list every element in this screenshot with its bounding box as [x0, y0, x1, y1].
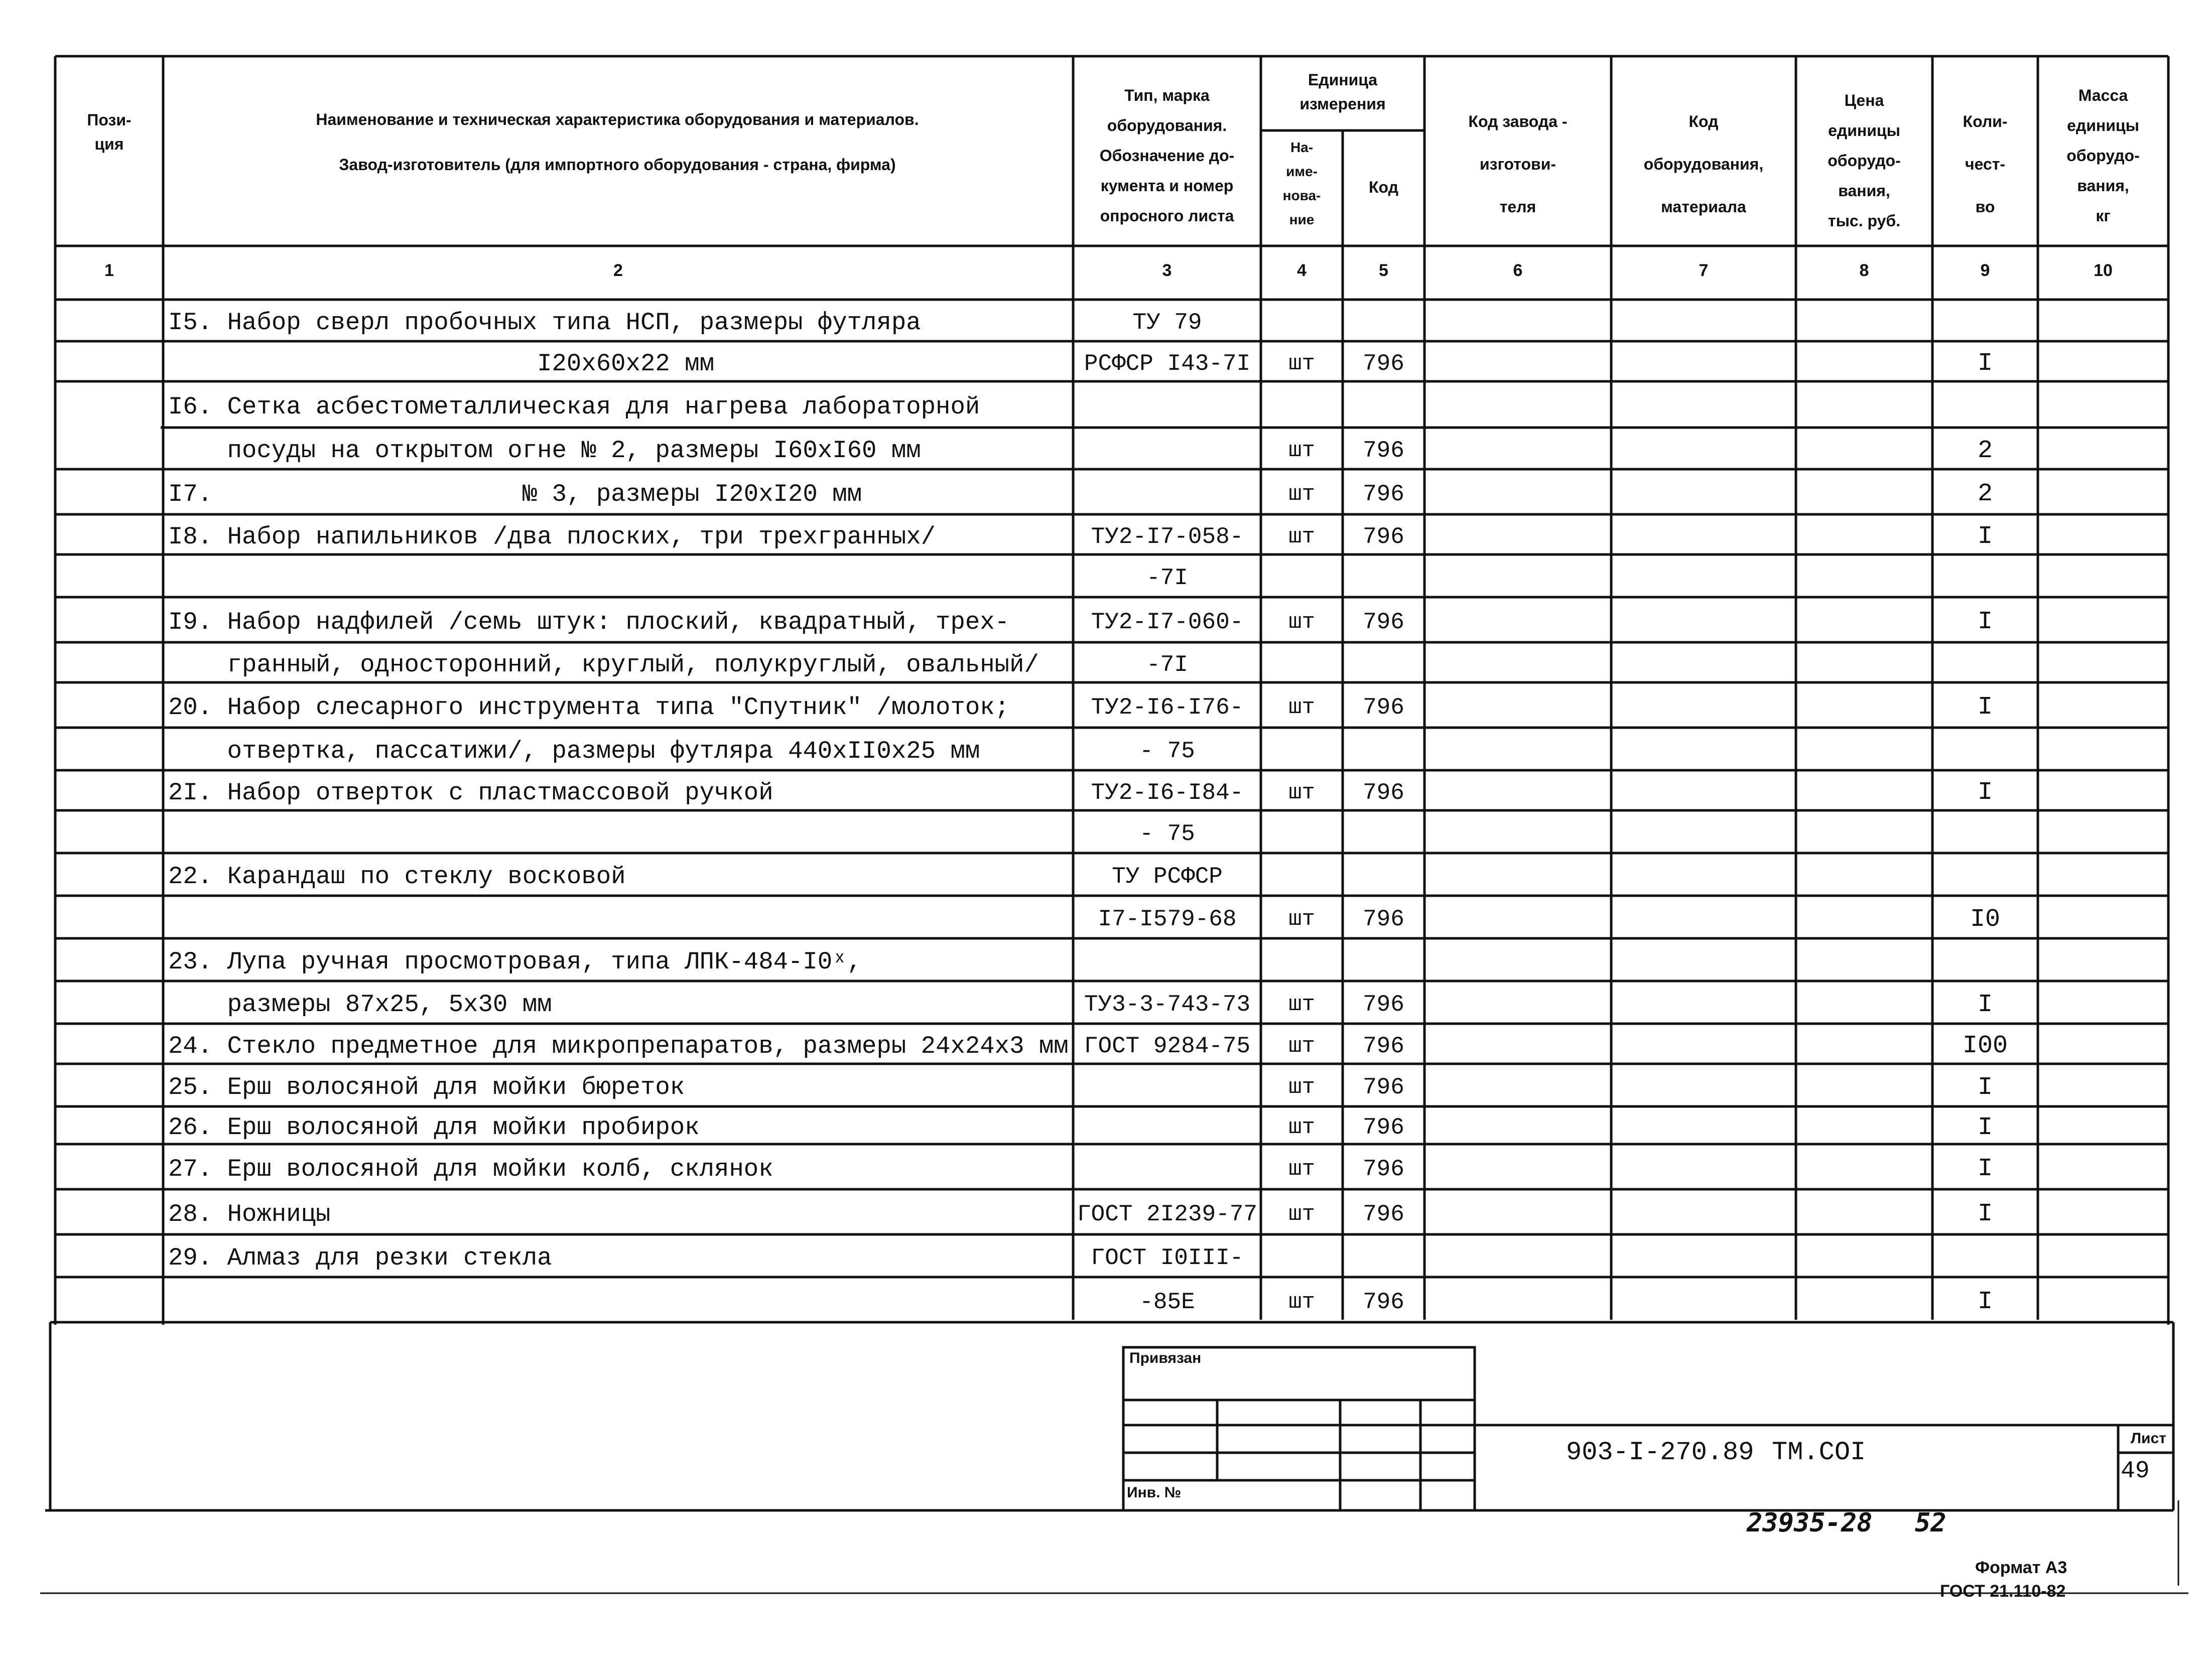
header-name-line2: Завод-изготовитель (для импортного оборудования - страна, фирма) — [339, 156, 896, 174]
cell-unit: шт — [1288, 1034, 1315, 1059]
cell-unit-code: 796 — [1363, 438, 1404, 464]
cell-type: ТУ 79 — [1132, 310, 1202, 336]
cell-quantity: I — [1977, 693, 1993, 722]
cell-type: ТУ3-3-743-73 — [1084, 992, 1251, 1018]
cell-unit-code: 796 — [1363, 780, 1404, 806]
col-number: 4 — [1297, 261, 1307, 280]
cell-quantity: I — [1977, 778, 1993, 807]
header-unit-group: Единица измерения — [1300, 71, 1386, 113]
cell-type: ТУ РСФСР — [1112, 864, 1223, 890]
cell-unit-code: 796 — [1363, 609, 1404, 635]
cell-quantity: I — [1977, 1113, 1993, 1142]
cell-unit-code: 796 — [1363, 481, 1404, 507]
cell-quantity: I — [1977, 1288, 1993, 1316]
cell-quantity: 2 — [1977, 480, 1993, 508]
cell-name: размеры 87х25, 5х30 мм — [168, 991, 552, 1019]
cell-quantity: I — [1977, 1200, 1993, 1228]
cell-unit: шт — [1288, 482, 1315, 507]
header-quantity: Коли- чест- во — [1963, 112, 2008, 216]
cell-unit: шт — [1288, 695, 1315, 720]
cell-unit-code: 796 — [1363, 1201, 1404, 1227]
cell-quantity: I — [1977, 349, 1993, 378]
cell-quantity: I — [1977, 1155, 1993, 1183]
cell-name: I20х60х22 мм — [168, 350, 714, 378]
cell-name: I7. № 3, размеры I20хI20 мм — [168, 480, 862, 508]
cell-unit: шт — [1288, 992, 1315, 1017]
header-unit-code: Код — [1369, 178, 1398, 196]
cell-unit: шт — [1288, 1157, 1315, 1182]
cell-quantity: I00 — [1962, 1032, 2008, 1060]
cell-unit-code: 796 — [1363, 1289, 1404, 1315]
cell-unit-code: 796 — [1363, 1074, 1404, 1100]
cell-unit-code: 796 — [1363, 694, 1404, 721]
col-number: 10 — [2094, 261, 2113, 280]
cell-quantity: I0 — [1970, 905, 2000, 934]
cell-type: -7I — [1146, 565, 1188, 591]
cell-name: I5. Набор сверл пробочных типа НСП, размеры футляра — [168, 309, 921, 337]
cell-name: 25. Ерш волосяной для мойки бюреток — [168, 1073, 685, 1101]
cell-type: РСФСР I43-7I — [1084, 351, 1251, 377]
cell-name: 20. Набор слесарного инструмента типа "Спутник" /молоток; — [168, 693, 1010, 722]
cell-name: I8. Набор напильников /два плоских, три трехгранных/ — [168, 523, 936, 551]
cell-name: I9. Набор надфилей /семь штук: плоский, квадратный, трех- — [168, 608, 1010, 636]
cell-quantity: 2 — [1977, 437, 1993, 465]
cell-name: 29. Алмаз для резки стекла — [168, 1244, 552, 1272]
cell-name: 27. Ерш волосяной для мойки колб, склянок — [168, 1155, 773, 1183]
header-mass: Масса единицы оборудо- вания, кг — [2066, 86, 2140, 225]
cell-quantity: I — [1977, 608, 1993, 636]
cell-type: ТУ2-I6-I84- — [1091, 780, 1244, 806]
stamp-privyazan: Привязан — [1129, 1350, 1202, 1366]
cell-name: посуды на открытом огне № 2, размеры I60хI60 мм — [168, 437, 921, 465]
cell-name: 26. Ерш волосяной для мойки пробирок — [168, 1113, 700, 1142]
cell-quantity: I — [1977, 991, 1993, 1019]
col-number: 3 — [1162, 261, 1172, 280]
col-number: 7 — [1699, 261, 1709, 280]
cell-type: I7-I579-68 — [1098, 906, 1237, 932]
cell-quantity: I — [1977, 1073, 1993, 1102]
doc-mark: ТМ.СОI — [1772, 1438, 1866, 1467]
cell-name: 23. Лупа ручная просмотровая, типа ЛПК-484-I0ˣ, — [168, 948, 862, 976]
col-number: 2 — [613, 261, 623, 280]
cell-type: ТУ2-I7-058- — [1091, 524, 1244, 550]
header-position: Пози- ция — [87, 111, 132, 153]
cell-unit: шт — [1288, 438, 1315, 463]
header-name-line1: Наименование и техническая характеристика оборудования и материалов. — [316, 110, 919, 128]
cell-type: ГОСТ 9284-75 — [1084, 1033, 1251, 1059]
format-label: Формат А3 — [1975, 1558, 2067, 1577]
cell-type: ГОСТ I0III- — [1091, 1245, 1244, 1271]
cell-name: 22. Карандаш по стеклу восковой — [168, 863, 626, 891]
cell-unit-code: 796 — [1363, 1156, 1404, 1182]
col-number: 8 — [1859, 261, 1869, 280]
col-number: 9 — [1980, 261, 1990, 280]
sheet-number: 49 — [2121, 1458, 2150, 1485]
col-number: 1 — [104, 261, 114, 280]
cell-name: 28. Ножницы — [168, 1200, 331, 1228]
cell-quantity: I — [1977, 522, 1993, 551]
cell-unit: шт — [1288, 1290, 1315, 1315]
cell-name: 2I. Набор отверток с пластмассовой ручкой — [168, 779, 773, 807]
header-plant-code: Код завода - изготови- теля — [1468, 112, 1568, 216]
cell-unit: шт — [1288, 524, 1315, 549]
cell-type: ТУ2-I7-060- — [1091, 609, 1244, 635]
col-number: 6 — [1513, 261, 1523, 280]
cell-type: - 75 — [1139, 821, 1195, 847]
doc-code: 903-I-270.89 — [1566, 1438, 1754, 1467]
header-equipment-code: Код оборудования, материала — [1643, 112, 1764, 216]
cell-name: отвертка, пассатижи/, размеры футляра 440хII0х25 мм — [168, 737, 980, 765]
header-price: Цена единицы оборудо- вания, тыс. руб. — [1828, 91, 1901, 230]
cell-unit: шт — [1288, 351, 1315, 376]
cell-name: I6. Сетка асбестометаллическая для нагрева лабораторной — [168, 393, 980, 421]
cell-unit: шт — [1288, 907, 1315, 932]
cell-unit: шт — [1288, 780, 1315, 805]
cell-name: гранный, односторонний, круглый, полукруглый, овальный/ — [168, 651, 1039, 679]
cell-unit-code: 796 — [1363, 906, 1404, 932]
cell-type: ГОСТ 2I239-77 — [1077, 1201, 1257, 1227]
cell-unit-code: 796 — [1363, 1114, 1404, 1141]
col-number: 5 — [1379, 261, 1388, 280]
cell-unit-code: 796 — [1363, 992, 1404, 1018]
cell-type: -7I — [1146, 652, 1188, 678]
sheet-label: Лист — [2131, 1430, 2166, 1447]
cell-name: 24. Стекло предметное для микропрепаратов, размеры 24х24х3 мм — [168, 1032, 1069, 1060]
cell-type: - 75 — [1139, 738, 1195, 764]
cell-unit-code: 796 — [1363, 1033, 1404, 1059]
archive-page: 52 — [1915, 1508, 1946, 1538]
cell-unit: шт — [1288, 610, 1315, 635]
cell-type: -85Е — [1139, 1289, 1195, 1315]
header-unit-name: На- име- нова- ние — [1282, 139, 1321, 227]
cell-unit: шт — [1288, 1115, 1315, 1140]
archive-number: 23935-28 — [1747, 1508, 1873, 1538]
cell-type: ТУ2-I6-I76- — [1091, 694, 1244, 721]
cell-unit: шт — [1288, 1202, 1315, 1227]
stamp-inv-no: Инв. № — [1127, 1484, 1182, 1501]
cell-unit-code: 796 — [1363, 351, 1404, 377]
cell-unit: шт — [1288, 1075, 1315, 1100]
cell-unit-code: 796 — [1363, 524, 1404, 550]
gost-label: ГОСТ 21.110-82 — [1940, 1582, 2066, 1601]
header-type: Тип, марка оборудования. Обозначение до- кумента и номер опросного листа — [1099, 86, 1235, 225]
